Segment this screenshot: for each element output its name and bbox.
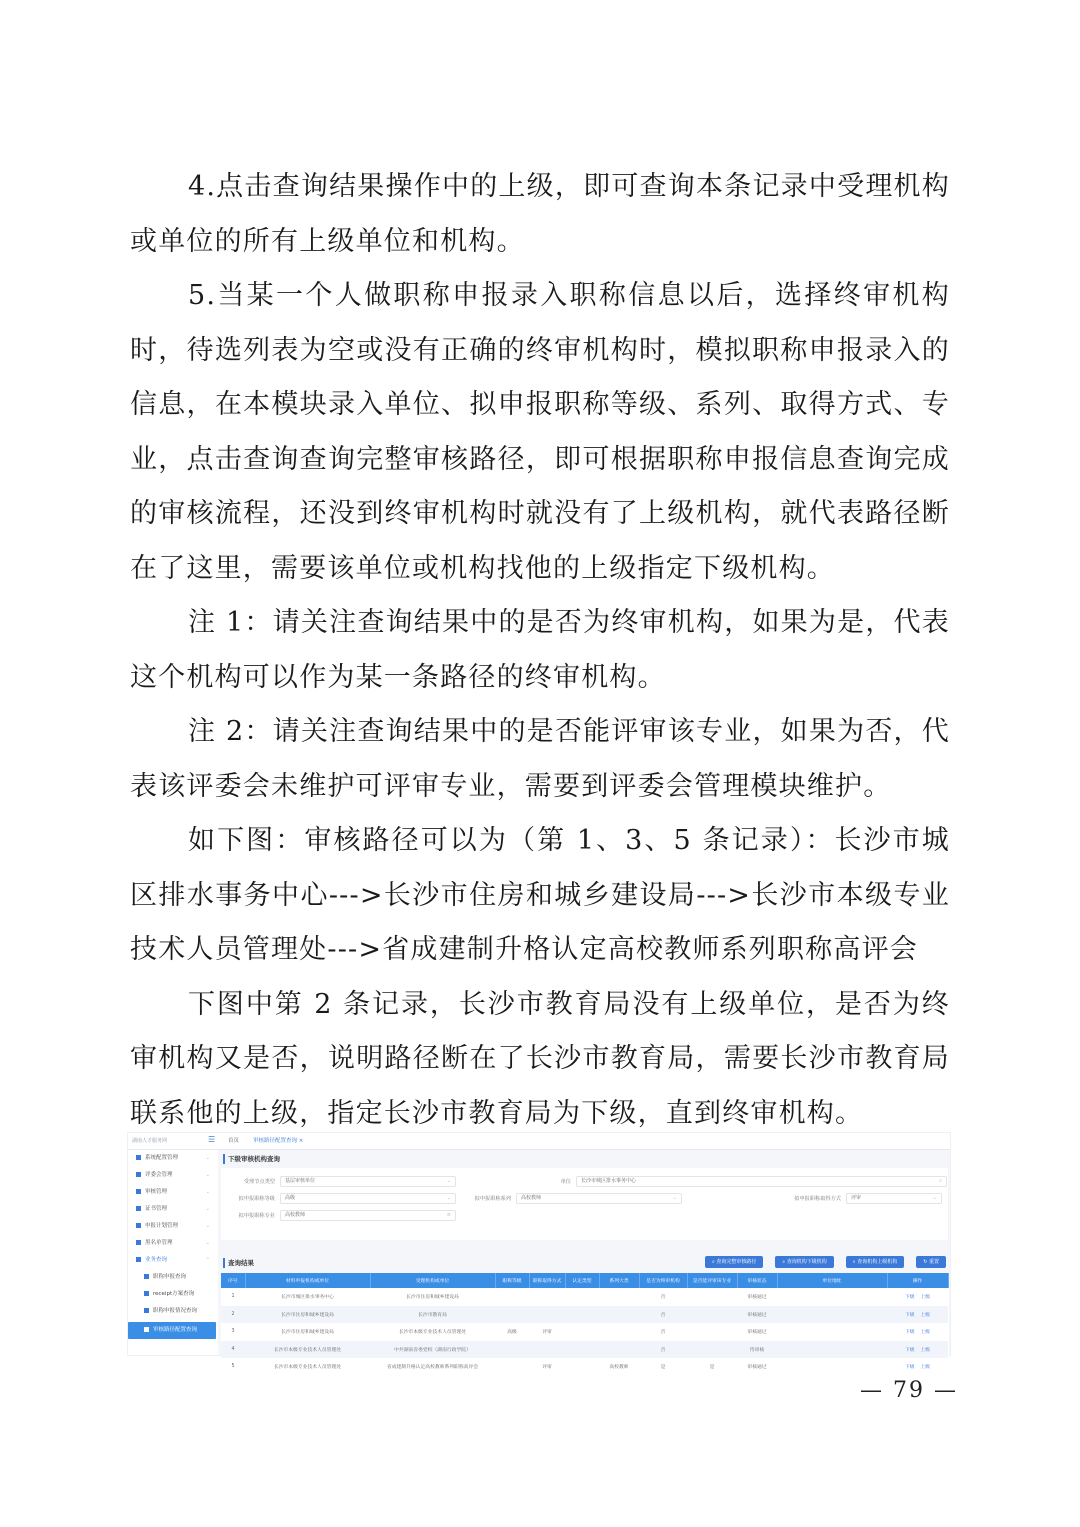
form-title: 下级审核机构查询	[221, 1152, 948, 1166]
column-header: 单位地址	[777, 1273, 887, 1288]
page-number: — 79 —	[860, 1378, 958, 1403]
menu-icon	[136, 1189, 141, 1194]
column-header: 序号	[221, 1273, 245, 1288]
sidebar-item-system-config[interactable]: 系统配置管理 ⌄	[128, 1150, 218, 1167]
paragraph-example-path: 如下图：审核路径可以为（第 1、3、5 条记录）：长沙市城区排水事务中心--->长沙市住房和城乡建设局--->长沙市本级专业技术人员管理处--->省成建制升格认定高校教师系列职称高评会	[130, 825, 950, 965]
app-logo: 湖南人才服务网	[132, 1138, 168, 1144]
menu-icon	[144, 1274, 149, 1279]
sidebar-item-committee[interactable]: 评委会管理 ⌄	[128, 1167, 218, 1184]
field-unit: 单位 长沙市城区排水事务中心 ⌕	[511, 1176, 947, 1186]
query-form	[221, 1168, 948, 1240]
column-header: 受理机构或单位	[370, 1273, 495, 1288]
upper-link[interactable]: 上级	[920, 1295, 931, 1301]
sidebar	[128, 1150, 218, 1355]
table-row: 2 长沙市住房和城乡建设局 长沙市教育局 否 审核通过 下级 上级	[221, 1306, 948, 1324]
sidebar-item-blacklist[interactable]: 黑名单管理 ⌄	[128, 1235, 218, 1252]
column-header: 职称等级	[495, 1273, 529, 1288]
results-title: 查询结果	[221, 1256, 428, 1270]
query-lower-button[interactable]: ⌕ 查询机构下级机构	[775, 1256, 833, 1268]
series-select[interactable]: 高校教师 ⌄	[516, 1193, 682, 1204]
breadcrumb	[228, 1136, 303, 1146]
upper-link[interactable]: 上级	[920, 1347, 931, 1353]
chevron-down-icon: ⌄	[446, 1177, 451, 1184]
paragraph-note-2: 注 2：请关注查询结果中的是否能评审该专业，如果为否，代表该评委会未维护可评审专业，需要到评委会管理模块维护。	[130, 716, 950, 802]
menu-icon	[144, 1291, 149, 1296]
upper-link[interactable]: 上级	[920, 1330, 931, 1336]
list-icon: ≡	[446, 1211, 451, 1218]
upper-link[interactable]: 上级	[920, 1312, 931, 1318]
major-input[interactable]: 高校教师 ≡	[280, 1210, 456, 1221]
lower-link[interactable]: 下级	[904, 1347, 915, 1353]
sidebar-subitem-plan-query[interactable]: receipt方案查询	[128, 1286, 218, 1303]
table-row: 1 长沙市城区排水事务中心 长沙市住房和城乡建设局 否 审核通过 下级 上级	[231, 1294, 931, 1301]
column-header: 是否能评审该专业	[687, 1273, 737, 1288]
chevron-down-icon: ⌄	[205, 1240, 210, 1246]
node-type-select[interactable]: 基层审核单位 ⌄	[280, 1176, 456, 1187]
tab-home[interactable]: 首页	[228, 1138, 240, 1144]
chevron-down-icon: ⌄	[205, 1206, 210, 1212]
menu-icon	[136, 1240, 141, 1245]
document-body	[130, 160, 950, 1141]
column-header: 操作	[887, 1273, 948, 1288]
unit-input[interactable]: 长沙市城区排水事务中心 ⌕	[576, 1176, 947, 1187]
menu-icon	[136, 1257, 141, 1262]
column-header: 审核状态	[737, 1273, 777, 1288]
lower-link[interactable]: 下级	[904, 1312, 915, 1318]
column-header: 材料申报机构或单位	[245, 1273, 370, 1288]
sidebar-subitem-audit-path[interactable]: 审核路径配置查询	[128, 1322, 216, 1339]
paragraph-example-record-2: 下图中第 2 条记录，长沙市教育局没有上级单位，是否为终审机构又是否，说明路径断在了长沙市教育局，需要长沙市教育局联系他的上级，指定长沙市教育局为下级，直到终审机构。	[130, 988, 950, 1129]
sidebar-subitem-status-query[interactable]: 职称申报情况查询	[128, 1303, 218, 1320]
table-row: 3 长沙市住房和城乡建设局 长沙市本级专业技术人员管理处 高级 评审 否 审核通过 下级 上级	[231, 1329, 931, 1336]
column-header: 系列大类	[599, 1273, 639, 1288]
lower-link[interactable]: 下级	[904, 1365, 915, 1371]
field-level: 拟申报职称等级 高级 ⌄	[221, 1193, 456, 1203]
level-select[interactable]: 高级 ⌄	[280, 1193, 456, 1204]
app-topbar	[128, 1133, 950, 1150]
table-row: 5 长沙市本级专业技术人员管理处 省成建制升格认定高校教师系列职称高评会 评审 高校教师 是 是 审核通过 下级 上级	[231, 1364, 931, 1371]
paragraph-step-5: 5.当某一个人做职称申报录入职称信息以后，选择终审机构时，待选列表为空或没有正确的终审机构时，模拟职称申报录入的信息，在本模块录入单位、拟申报职称等级、系列、取得方式、专业，点击查询查询完整审核路径，即可根据职称申报信息查询完成的审核流程，还没到终审机构时就没有了上级机构，就代表路径断在了这里，需要该单位或机构找他的上级指定下级机构。	[130, 280, 950, 584]
field-series: 拟申报职称系列 高校教师 ⌄	[453, 1193, 682, 1203]
chevron-down-icon: ⌄	[672, 1194, 677, 1201]
search-icon: ⌕	[939, 1177, 942, 1184]
field-method: 拟申报职称取得方式 评审 ⌄	[781, 1193, 942, 1203]
hamburger-icon[interactable]: ☰	[208, 1135, 216, 1144]
chevron-down-icon: ⌄	[205, 1189, 210, 1195]
sidebar-item-business-query[interactable]: 业务查询 ⌃	[128, 1252, 218, 1269]
chevron-down-icon: ⌄	[932, 1194, 937, 1201]
reset-button[interactable]: ↻ 重置	[916, 1256, 946, 1268]
tab-audit-path-query[interactable]: 审核路径配置查询 ×	[253, 1138, 304, 1144]
paragraph-step-4: 4.点击查询结果操作中的上级，即可查询本条记录中受理机构或单位的所有上级单位和机构。	[130, 171, 950, 257]
method-select[interactable]: 评审 ⌄	[846, 1193, 942, 1204]
main-content	[221, 1152, 948, 1371]
sidebar-item-audit[interactable]: 审核管理 ⌄	[128, 1184, 218, 1201]
chevron-down-icon: ⌄	[446, 1194, 451, 1201]
column-header: 职称取得方式	[529, 1273, 565, 1288]
menu-icon	[144, 1327, 149, 1332]
embedded-screenshot	[128, 1133, 950, 1371]
paragraph-note-1: 注 1：请关注查询结果中的是否为终审机构，如果为是，代表这个机构可以作为某一条路径的终审机构。	[130, 607, 950, 693]
results-toolbar	[705, 1256, 946, 1268]
table-row: 4 长沙市本级专业技术人员管理处 中共湖南省委党校（湖南行政学院） 否 待审核 下级 上级	[221, 1341, 948, 1359]
chevron-down-icon: ⌄	[205, 1223, 210, 1229]
column-header: 认定类型	[565, 1273, 599, 1288]
menu-icon	[136, 1223, 141, 1228]
chevron-down-icon: ⌄	[205, 1155, 210, 1161]
field-major: 拟申报职称专业 高校教师 ≡	[221, 1210, 456, 1220]
query-full-path-button[interactable]: ⌕ 查询完整审核路径	[705, 1256, 763, 1268]
lower-link[interactable]: 下级	[904, 1330, 915, 1336]
upper-link[interactable]: 上级	[920, 1365, 931, 1371]
menu-icon	[136, 1172, 141, 1177]
menu-icon	[136, 1206, 141, 1211]
sidebar-item-certificate[interactable]: 证书管理 ⌄	[128, 1201, 218, 1218]
chevron-down-icon: ⌄	[205, 1172, 210, 1178]
field-node-type: 受理节点类型 基层审核单位 ⌄	[221, 1176, 456, 1186]
lower-link[interactable]: 下级	[904, 1295, 915, 1301]
sidebar-subitem-title-query[interactable]: 职称申报查询	[128, 1269, 218, 1286]
menu-icon	[136, 1155, 141, 1160]
table-header-row	[221, 1273, 948, 1288]
query-upper-button[interactable]: ⌕ 查询机构上级机构	[846, 1256, 904, 1268]
column-header: 是否为终审机构	[639, 1273, 687, 1288]
chevron-up-icon: ⌃	[205, 1257, 210, 1263]
menu-icon	[144, 1308, 149, 1313]
results-table	[221, 1273, 949, 1376]
sidebar-item-plan[interactable]: 申报计划管理 ⌄	[128, 1218, 218, 1235]
